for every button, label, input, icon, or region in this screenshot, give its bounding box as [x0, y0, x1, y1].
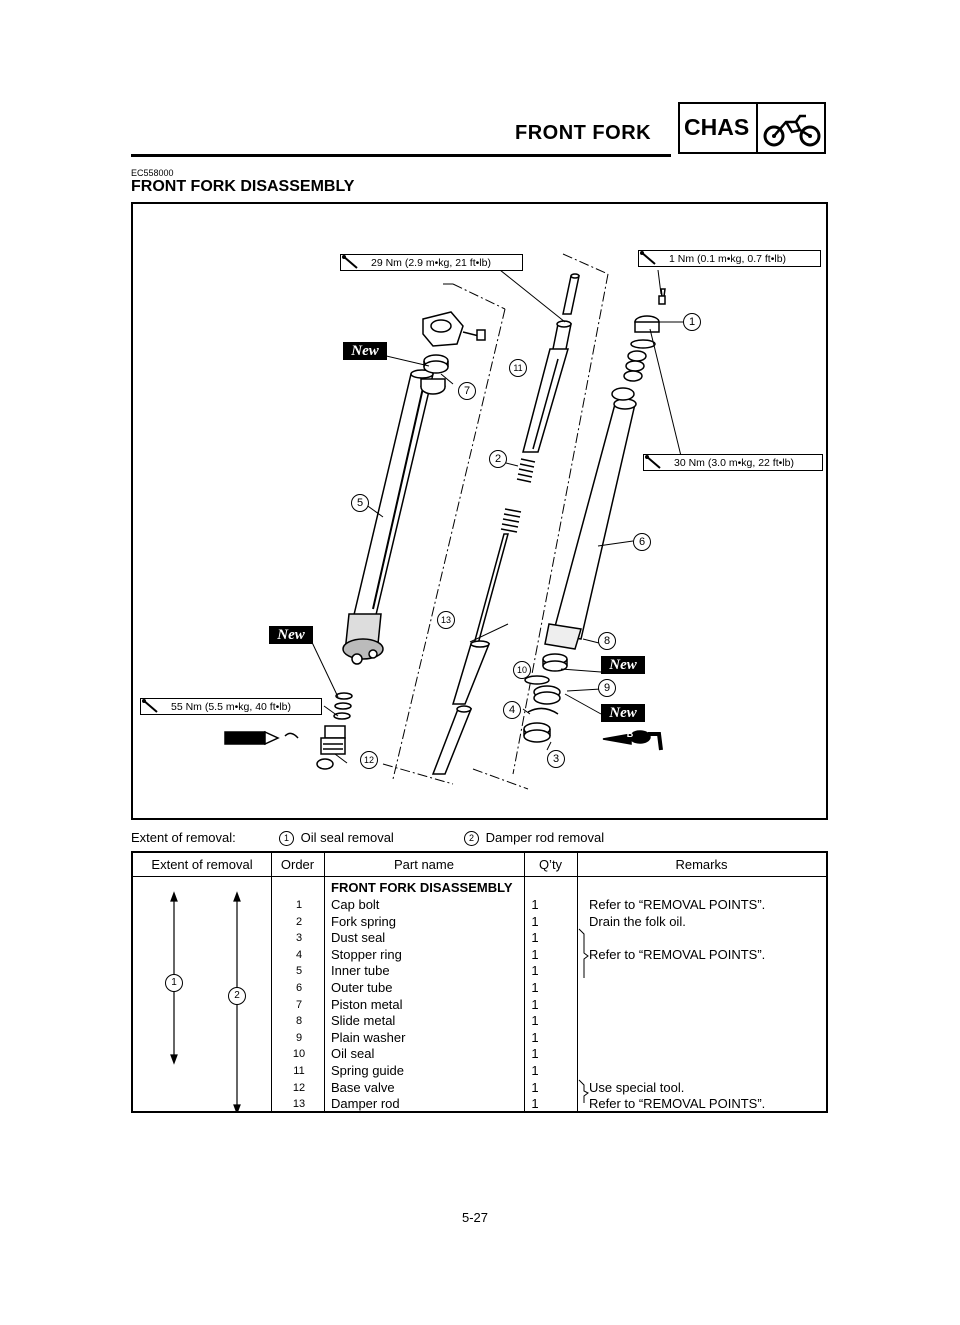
quantity: 1 [531, 930, 539, 946]
new-tag-oil-seal: New [601, 704, 645, 722]
part-name: Dust seal [331, 930, 386, 946]
outer-tube [545, 388, 636, 649]
remark: Use special tool. [589, 1079, 685, 1095]
torque-wrench-icon [341, 255, 359, 269]
order-number: 12 [292, 1081, 306, 1094]
part-name: Damper rod [331, 1096, 400, 1112]
col-header-part-name: Part name [394, 857, 454, 872]
extent-label: Extent of removal: [131, 830, 236, 845]
order-number: 11 [293, 1065, 305, 1077]
section-code: EC558000 [131, 168, 174, 178]
order-number: 2 [295, 915, 303, 928]
spring-guide [523, 274, 579, 452]
table-row [133, 947, 826, 964]
torque-wrench-icon [141, 699, 159, 713]
chas-badge-divider [756, 104, 758, 152]
extent-item1-number: 1 [279, 831, 294, 846]
table-row [133, 1030, 826, 1047]
extent-mark-1: 1 [165, 974, 183, 992]
order-number: 10 [292, 1048, 306, 1061]
quantity: 1 [531, 1096, 539, 1112]
grease-letter: B [626, 729, 634, 739]
quantity: 1 [531, 897, 539, 912]
quantity: 1 [531, 996, 539, 1012]
torque-label-base-valve [140, 698, 322, 715]
extent-of-removal-legend [131, 830, 831, 848]
torque-label-cap-bolt-screw [638, 250, 821, 267]
col-header-extent: Extent of removal [151, 857, 253, 872]
order-number: 4 [295, 948, 303, 961]
exploded-view-figure [131, 202, 828, 820]
part-name: Plain washer [331, 1029, 406, 1045]
callout-4: 4 [503, 701, 521, 719]
piston-metal [424, 355, 448, 373]
table-row [133, 980, 826, 997]
order-number: 9 [295, 1031, 303, 1044]
table-row [133, 1063, 826, 1080]
callout-6: 6 [633, 533, 651, 551]
torque-value: 29 Nm (2.9 m•kg, 21 ft•lb) [371, 257, 491, 269]
order-number: 7 [295, 998, 303, 1011]
callout-8: 8 [598, 632, 616, 650]
part-name: Slide metal [331, 1013, 396, 1029]
damper-rod [433, 534, 508, 774]
table-row [133, 997, 826, 1014]
remark: Refer to “REMOVAL POINTS”. [589, 897, 766, 912]
quantity: 1 [531, 963, 539, 979]
callout-12: 12 [360, 751, 378, 769]
order-number: 1 [295, 899, 303, 911]
part-name: Inner tube [331, 963, 390, 979]
part-name: Cap bolt [331, 897, 380, 912]
motorcycle-icon [762, 108, 822, 150]
torque-wrench-icon [639, 251, 657, 265]
extent-item2-number: 2 [464, 831, 479, 846]
callout-9: 9 [598, 679, 616, 697]
table-section-row [133, 880, 826, 897]
part-name: Stopper ring [331, 946, 402, 962]
quantity: 1 [531, 1029, 539, 1045]
callout-11: 11 [509, 359, 527, 377]
quantity: 1 [531, 1013, 539, 1029]
extent-item1-text: Oil seal removal [300, 830, 394, 845]
torque-label-spring-guide [340, 254, 523, 271]
parts-table [131, 851, 828, 1113]
torque-wrench-icon [644, 455, 662, 469]
part-name: Fork spring [331, 913, 397, 929]
table-row [133, 897, 826, 914]
order-number: 8 [295, 1015, 303, 1028]
table-row [133, 1080, 826, 1097]
callout-7: 7 [458, 382, 476, 400]
quantity: 1 [531, 1063, 539, 1078]
quantity: 1 [531, 946, 539, 962]
chas-badge-text: CHAS [684, 114, 750, 140]
order-number: 13 [292, 1098, 306, 1111]
header-title: FRONT FORK [515, 122, 652, 144]
table-row [133, 1046, 826, 1063]
new-tag-piston-metal: New [343, 342, 387, 360]
callout-10: 10 [513, 661, 531, 679]
torque-value: 30 Nm (3.0 m•kg, 22 ft•lb) [674, 457, 794, 469]
new-tag-seals: New [269, 626, 313, 644]
callout-13: 13 [437, 611, 455, 629]
special-tool [225, 732, 298, 744]
quantity: 1 [531, 1079, 539, 1095]
table-section-title: FRONT FORK DISASSEMBLY [331, 880, 513, 895]
inner-tube [343, 370, 445, 664]
header-rule [131, 154, 671, 157]
remark: Drain the folk oil. [589, 913, 686, 929]
quantity: 1 [531, 980, 539, 995]
quantity: 1 [531, 1046, 539, 1062]
fork-clamp [423, 312, 485, 346]
quantity: 1 [531, 913, 539, 929]
part-name: Outer tube [331, 980, 393, 995]
fork-exploded-drawing [133, 204, 830, 822]
extent-mark-2: 2 [228, 987, 246, 1005]
remark: Refer to “REMOVAL POINTS”. [589, 1096, 766, 1112]
torque-value: 55 Nm (5.5 m•kg, 40 ft•lb) [171, 701, 291, 713]
table-row [133, 1013, 826, 1030]
order-number: 5 [295, 965, 303, 978]
extent-item2-text: Damper rod removal [485, 830, 605, 845]
table-row [133, 963, 826, 980]
col-header-qty: Q’ty [538, 857, 563, 872]
torque-value: 1 Nm (0.1 m•kg, 0.7 ft•lb) [669, 253, 787, 265]
base-valve [317, 726, 345, 769]
page-number: 5-27 [462, 1210, 489, 1225]
part-name: Piston metal [331, 996, 403, 1012]
torque-label-cap-bolt [643, 454, 823, 471]
callout-3: 3 [547, 750, 565, 768]
part-name: Base valve [331, 1079, 395, 1095]
fork-spring [501, 459, 535, 532]
table-row [133, 930, 826, 947]
table-row [133, 914, 826, 931]
callout-1: 1 [683, 313, 701, 331]
order-number: 6 [295, 982, 303, 994]
col-header-order: Order [280, 857, 315, 872]
callout-2: 2 [489, 450, 507, 468]
remark: Refer to “REMOVAL POINTS”. [589, 946, 766, 962]
section-title: FRONT FORK DISASSEMBLY [131, 178, 355, 195]
callout-5: 5 [351, 494, 369, 512]
order-number: 3 [295, 932, 303, 945]
col-header-remarks: Remarks [675, 857, 728, 872]
part-name: Spring guide [331, 1063, 404, 1078]
new-tag-slide-metal: New [601, 656, 645, 674]
table-row [133, 1096, 826, 1113]
part-name: Oil seal [331, 1046, 375, 1062]
